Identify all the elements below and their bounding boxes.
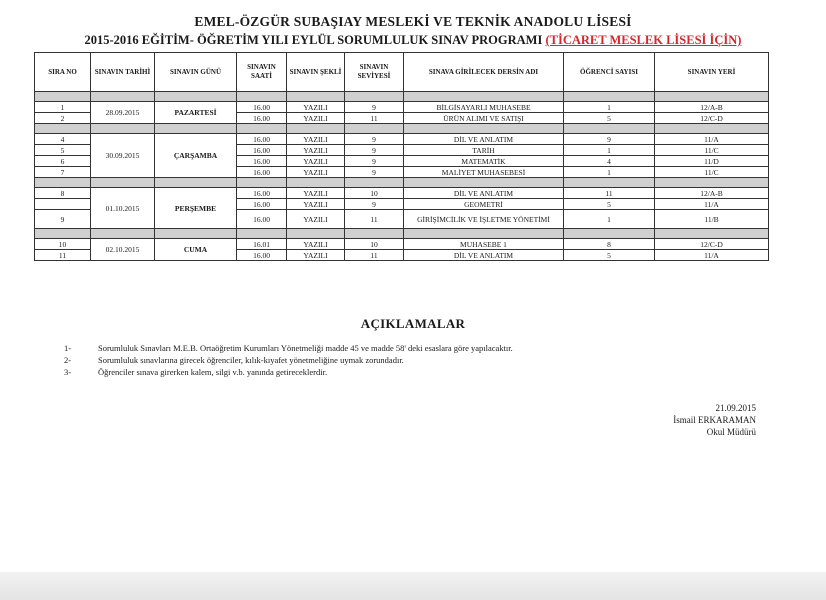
separator-cell <box>155 124 237 134</box>
column-header: ÖĞRENCİ SAYISI <box>564 53 655 92</box>
cell-date: 02.10.2015 <box>91 239 155 261</box>
cell-count: 1 <box>564 167 655 178</box>
subtitle-text: 2015-2016 EĞİTİM- ÖĞRETİM YILI EYLÜL SORUMLULUK SINAV PROGRAMI <box>84 33 543 47</box>
scan-bottom-edge <box>0 572 826 600</box>
separator-cell <box>237 124 287 134</box>
cell-sira-no: 8 <box>35 188 91 199</box>
cell-date: 01.10.2015 <box>91 188 155 229</box>
separator-cell <box>564 92 655 102</box>
note-item <box>64 366 513 378</box>
cell-sira-no: 7 <box>35 167 91 178</box>
cell-time: 16.00 <box>237 188 287 199</box>
cell-sira-no: 10 <box>35 239 91 250</box>
separator-cell <box>564 124 655 134</box>
separator-cell <box>35 124 91 134</box>
separator-cell <box>35 229 91 239</box>
signature-block <box>596 402 756 438</box>
cell-type: YAZILI <box>287 145 345 156</box>
note-number: 3- <box>64 367 72 377</box>
cell-type: YAZILI <box>287 250 345 261</box>
separator-row <box>35 124 769 134</box>
table-row <box>35 134 769 145</box>
cell-level: 9 <box>345 156 404 167</box>
cell-course: DİL VE ANLATIM <box>404 250 564 261</box>
note-number: 2- <box>64 355 72 365</box>
subtitle-highlight: (TİCARET MESLEK LİSESİ İÇİN) <box>545 33 742 47</box>
cell-place: 11/A <box>655 199 769 210</box>
cell-sira-no <box>35 199 91 210</box>
cell-course: TARİH <box>404 145 564 156</box>
separator-cell <box>287 178 345 188</box>
note-item <box>64 354 513 366</box>
cell-course: ÜRÜN ALIMI VE SATIŞI <box>404 113 564 124</box>
cell-count: 9 <box>564 134 655 145</box>
separator-cell <box>404 124 564 134</box>
cell-count: 5 <box>564 199 655 210</box>
separator-cell <box>287 92 345 102</box>
cell-course: GİRİŞİMCİLİK VE İŞLETME YÖNETİMİ <box>404 210 564 229</box>
cell-time: 16.01 <box>237 239 287 250</box>
cell-type: YAZILI <box>287 102 345 113</box>
cell-level: 11 <box>345 113 404 124</box>
cell-course: MALİYET MUHASEBESİ <box>404 167 564 178</box>
cell-count: 11 <box>564 188 655 199</box>
cell-sira-no: 1 <box>35 102 91 113</box>
cell-level: 9 <box>345 199 404 210</box>
separator-cell <box>91 124 155 134</box>
cell-count: 1 <box>564 210 655 229</box>
separator-cell <box>155 178 237 188</box>
cell-course: MATEMATİK <box>404 156 564 167</box>
separator-cell <box>655 124 769 134</box>
separator-cell <box>655 178 769 188</box>
cell-place: 11/C <box>655 167 769 178</box>
separator-cell <box>404 229 564 239</box>
separator-cell <box>237 178 287 188</box>
cell-type: YAZILI <box>287 210 345 229</box>
column-header: SINAVIN ŞEKLİ <box>287 53 345 92</box>
cell-time: 16.00 <box>237 156 287 167</box>
signature-role: Okul Müdürü <box>706 427 756 437</box>
cell-count: 5 <box>564 250 655 261</box>
cell-date: 30.09.2015 <box>91 134 155 178</box>
column-header: SINAVIN TARİHİ <box>91 53 155 92</box>
cell-type: YAZILI <box>287 167 345 178</box>
cell-sira-no: 9 <box>35 210 91 229</box>
column-header: SINAVIN SAATİ <box>237 53 287 92</box>
cell-level: 11 <box>345 210 404 229</box>
cell-level: 9 <box>345 145 404 156</box>
cell-course: DİL VE ANLATIM <box>404 134 564 145</box>
cell-type: YAZILI <box>287 156 345 167</box>
cell-date: 28.09.2015 <box>91 102 155 124</box>
cell-day: ÇARŞAMBA <box>155 134 237 178</box>
table-body <box>35 92 769 261</box>
cell-place: 11/A <box>655 134 769 145</box>
separator-cell <box>91 178 155 188</box>
separator-cell <box>345 92 404 102</box>
cell-day: PERŞEMBE <box>155 188 237 229</box>
separator-cell <box>155 92 237 102</box>
table-row <box>35 102 769 113</box>
separator-cell <box>564 229 655 239</box>
cell-sira-no: 6 <box>35 156 91 167</box>
cell-level: 10 <box>345 188 404 199</box>
cell-place: 12/A-B <box>655 102 769 113</box>
separator-cell <box>35 178 91 188</box>
cell-level: 9 <box>345 167 404 178</box>
separator-row <box>35 229 769 239</box>
separator-row <box>35 178 769 188</box>
separator-cell <box>655 229 769 239</box>
signature-name: İsmail ERKARAMAN <box>673 415 756 425</box>
cell-count: 4 <box>564 156 655 167</box>
cell-type: YAZILI <box>287 134 345 145</box>
cell-day: CUMA <box>155 239 237 261</box>
separator-cell <box>237 92 287 102</box>
document-title: EMEL-ÖZGÜR SUBAŞIAY MESLEKİ VE TEKNİK ANADOLU LİSESİ <box>194 14 632 29</box>
cell-course: BİLGİSAYARLI MUHASEBE <box>404 102 564 113</box>
cell-place: 12/C-D <box>655 239 769 250</box>
exam-schedule-table <box>34 52 769 261</box>
cell-sira-no: 5 <box>35 145 91 156</box>
cell-type: YAZILI <box>287 113 345 124</box>
cell-place: 11/D <box>655 156 769 167</box>
cell-place: 11/A <box>655 250 769 261</box>
column-header: SINAVIN GÜNÜ <box>155 53 237 92</box>
note-text: Sorumluluk sınavlarına girecek öğrenciler, kılık-kıyafet yönetmeliğine uymak zorundadır. <box>98 355 404 365</box>
separator-row <box>35 92 769 102</box>
cell-type: YAZILI <box>287 188 345 199</box>
separator-cell <box>91 92 155 102</box>
cell-time: 16.00 <box>237 199 287 210</box>
separator-cell <box>404 92 564 102</box>
note-number: 1- <box>64 343 72 353</box>
notes-heading: AÇIKLAMALAR <box>360 316 466 331</box>
cell-level: 10 <box>345 239 404 250</box>
cell-time: 16.00 <box>237 250 287 261</box>
separator-cell <box>287 124 345 134</box>
separator-cell <box>91 229 155 239</box>
column-header: SINAVIN YERİ <box>655 53 769 92</box>
cell-sira-no: 11 <box>35 250 91 261</box>
cell-sira-no: 2 <box>35 113 91 124</box>
separator-cell <box>345 124 404 134</box>
cell-place: 11/B <box>655 210 769 229</box>
document-subtitle <box>0 33 826 48</box>
cell-day: PAZARTESİ <box>155 102 237 124</box>
cell-sira-no: 4 <box>35 134 91 145</box>
separator-cell <box>237 229 287 239</box>
separator-cell <box>655 92 769 102</box>
cell-course: MUHASEBE 1 <box>404 239 564 250</box>
cell-type: YAZILI <box>287 239 345 250</box>
note-text: Sorumluluk Sınavları M.E.B. Ortaöğretim Kurumları Yönetmeliği madde 45 ve madde 58' deki esaslara göre yapılacaktır. <box>98 343 513 353</box>
column-header: SINAVA GİRİLECEK DERSİN ADI <box>404 53 564 92</box>
separator-cell <box>345 178 404 188</box>
cell-time: 16.00 <box>237 167 287 178</box>
cell-place: 12/A-B <box>655 188 769 199</box>
separator-cell <box>35 92 91 102</box>
separator-cell <box>155 229 237 239</box>
column-header: SIRA NO <box>35 53 91 92</box>
cell-course: GEOMETRİ <box>404 199 564 210</box>
cell-place: 11/C <box>655 145 769 156</box>
cell-place: 12/C-D <box>655 113 769 124</box>
cell-count: 5 <box>564 113 655 124</box>
separator-cell <box>287 229 345 239</box>
table-header-row <box>35 53 769 92</box>
separator-cell <box>404 178 564 188</box>
cell-time: 16.00 <box>237 210 287 229</box>
cell-count: 1 <box>564 102 655 113</box>
cell-type: YAZILI <box>287 199 345 210</box>
table-row <box>35 188 769 199</box>
separator-cell <box>564 178 655 188</box>
cell-time: 16.00 <box>237 113 287 124</box>
column-header: SINAVIN SEVİYESİ <box>345 53 404 92</box>
cell-count: 1 <box>564 145 655 156</box>
note-item <box>64 342 513 354</box>
notes-list <box>64 342 513 378</box>
cell-course: DİL VE ANLATIM <box>404 188 564 199</box>
note-text: Öğrenciler sınava girerken kalem, silgi v.b. yanında getireceklerdir. <box>98 367 328 377</box>
separator-cell <box>345 229 404 239</box>
signature-date: 21.09.2015 <box>715 403 756 413</box>
cell-level: 11 <box>345 250 404 261</box>
cell-level: 9 <box>345 102 404 113</box>
table-row <box>35 239 769 250</box>
cell-time: 16.00 <box>237 134 287 145</box>
cell-count: 8 <box>564 239 655 250</box>
cell-time: 16.00 <box>237 145 287 156</box>
cell-level: 9 <box>345 134 404 145</box>
cell-time: 16.00 <box>237 102 287 113</box>
